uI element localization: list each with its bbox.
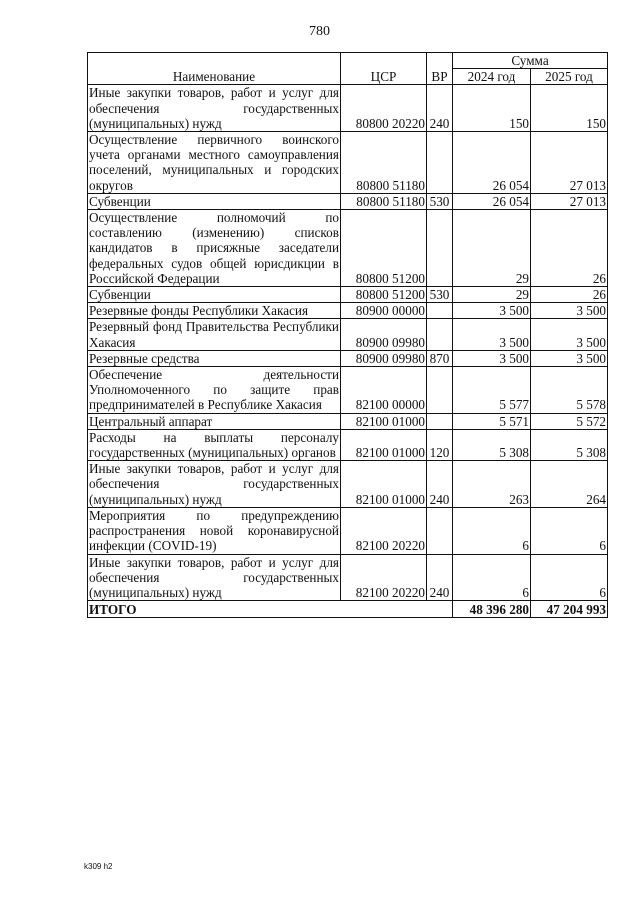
row-csr: 82100 01000 — [341, 413, 427, 429]
row-sum-2024: 29 — [453, 210, 531, 287]
row-sum-2025: 5 578 — [531, 367, 608, 414]
page-number: 780 — [309, 24, 330, 39]
row-name: Иные закупки товаров, работ и услуг для обеспечения государственных (муниципальных) нужд — [89, 85, 339, 131]
row-sum-2024: 5 308 — [453, 429, 531, 460]
row-name: Резервные средства — [88, 350, 341, 366]
row-sum-2025: 264 — [531, 461, 608, 508]
table-row — [88, 350, 608, 366]
row-sum-2024: 3 500 — [453, 319, 531, 350]
row-csr: 82100 01000 — [341, 461, 427, 508]
row-csr: 80900 09980 — [341, 350, 427, 366]
row-sum-2025: 27 013 — [531, 132, 608, 194]
row-vr — [427, 367, 453, 414]
row-name: Субвенции — [88, 287, 341, 303]
total-2024: 48 396 280 — [453, 601, 531, 618]
row-name: Иные закупки товаров, работ и услуг для обеспечения государственных (муниципальных) нужд — [89, 554, 339, 600]
row-sum-2025: 6 — [531, 507, 608, 554]
row-sum-2025: 3 500 — [531, 303, 608, 319]
header-sum: Сумма — [453, 53, 608, 69]
table-row — [88, 319, 608, 350]
table-row — [88, 554, 608, 601]
table-row — [88, 85, 608, 132]
row-sum-2024: 5 571 — [453, 413, 531, 429]
table-row — [88, 461, 608, 508]
row-sum-2025: 5 572 — [531, 413, 608, 429]
table-row — [88, 210, 608, 287]
row-sum-2024: 6 — [453, 554, 531, 601]
row-csr: 80900 00000 — [341, 303, 427, 319]
table-body — [88, 85, 608, 601]
row-csr: 82100 01000 — [341, 429, 427, 460]
row-csr: 82100 00000 — [341, 367, 427, 414]
row-sum-2024: 263 — [453, 461, 531, 508]
table-row — [88, 367, 608, 414]
row-csr: 82100 20220 — [341, 554, 427, 601]
row-csr: 82100 20220 — [341, 507, 427, 554]
row-sum-2025: 27 013 — [531, 193, 608, 209]
header-row — [88, 53, 608, 69]
row-vr: 530 — [427, 287, 453, 303]
row-vr — [427, 507, 453, 554]
table-row — [88, 429, 608, 460]
total-2025: 47 204 993 — [531, 601, 608, 618]
row-sum-2024: 5 577 — [453, 367, 531, 414]
row-sum-2025: 5 308 — [531, 429, 608, 460]
row-name: Осуществление полномочий по составлению (изменению) списков кандидатов в присяжные заседатели федеральных судов общей юрисдикции в Российской Федерации — [89, 210, 339, 286]
row-name: Осуществление первичного воинского учета органами местного самоуправления поселений, муниципальных и городских округов — [89, 132, 339, 193]
row-vr: 120 — [427, 429, 453, 460]
row-vr — [427, 210, 453, 287]
row-sum-2025: 26 — [531, 210, 608, 287]
row-csr: 80800 20220 — [341, 85, 427, 132]
row-name: Иные закупки товаров, работ и услуг для обеспечения государственных (муниципальных) нужд — [89, 461, 339, 507]
row-name: Резервные фонды Республики Хакасия — [88, 303, 341, 319]
row-sum-2024: 29 — [453, 287, 531, 303]
table-row — [88, 287, 608, 303]
row-sum-2024: 150 — [453, 85, 531, 132]
row-sum-2024: 3 500 — [453, 303, 531, 319]
header-vr: ВР — [427, 53, 453, 85]
table-row — [88, 132, 608, 194]
total-label: ИТОГО — [88, 601, 453, 618]
row-vr: 530 — [427, 193, 453, 209]
row-vr: 240 — [427, 461, 453, 508]
header-name: Наименование — [88, 53, 341, 85]
row-vr — [427, 413, 453, 429]
row-name: Мероприятия по предупреждению распространения новой коронавирусной инфекции (COVID-19) — [89, 507, 339, 554]
table-row — [88, 303, 608, 319]
row-vr: 870 — [427, 350, 453, 366]
row-sum-2025: 26 — [531, 287, 608, 303]
row-sum-2025: 3 500 — [531, 319, 608, 350]
row-sum-2025: 150 — [531, 85, 608, 132]
row-sum-2024: 26 054 — [453, 132, 531, 194]
row-name: Резервный фонд Правительства Республики Хакасия — [89, 319, 339, 350]
table-row — [88, 193, 608, 209]
row-sum-2024: 26 054 — [453, 193, 531, 209]
row-name: Расходы на выплаты персоналу государственных (муниципальных) органов — [89, 429, 339, 461]
row-vr — [427, 303, 453, 319]
row-csr: 80800 51200 — [341, 210, 427, 287]
budget-table — [87, 52, 608, 618]
row-vr: 240 — [427, 85, 453, 132]
row-name: Центральный аппарат — [88, 413, 341, 429]
row-vr: 240 — [427, 554, 453, 601]
table-row — [88, 507, 608, 554]
header-csr: ЦСР — [341, 53, 427, 85]
row-sum-2024: 3 500 — [453, 350, 531, 366]
row-sum-2024: 6 — [453, 507, 531, 554]
row-csr: 80800 51180 — [341, 132, 427, 194]
row-sum-2025: 6 — [531, 554, 608, 601]
total-row — [88, 601, 608, 618]
row-vr — [427, 319, 453, 350]
footer-code: k309 h2 — [84, 862, 113, 871]
table-row — [88, 413, 608, 429]
row-name: Субвенции — [88, 193, 341, 209]
row-vr — [427, 132, 453, 194]
row-csr: 80900 09980 — [341, 319, 427, 350]
header-year-2024: 2024 год — [453, 69, 531, 85]
row-csr: 80800 51200 — [341, 287, 427, 303]
row-sum-2025: 3 500 — [531, 350, 608, 366]
row-name: Обеспечение деятельности Уполномоченного по защите прав предпринимателей в Республике Хакасия — [89, 367, 339, 413]
header-year-2025: 2025 год — [531, 69, 608, 85]
row-csr: 80800 51180 — [341, 193, 427, 209]
